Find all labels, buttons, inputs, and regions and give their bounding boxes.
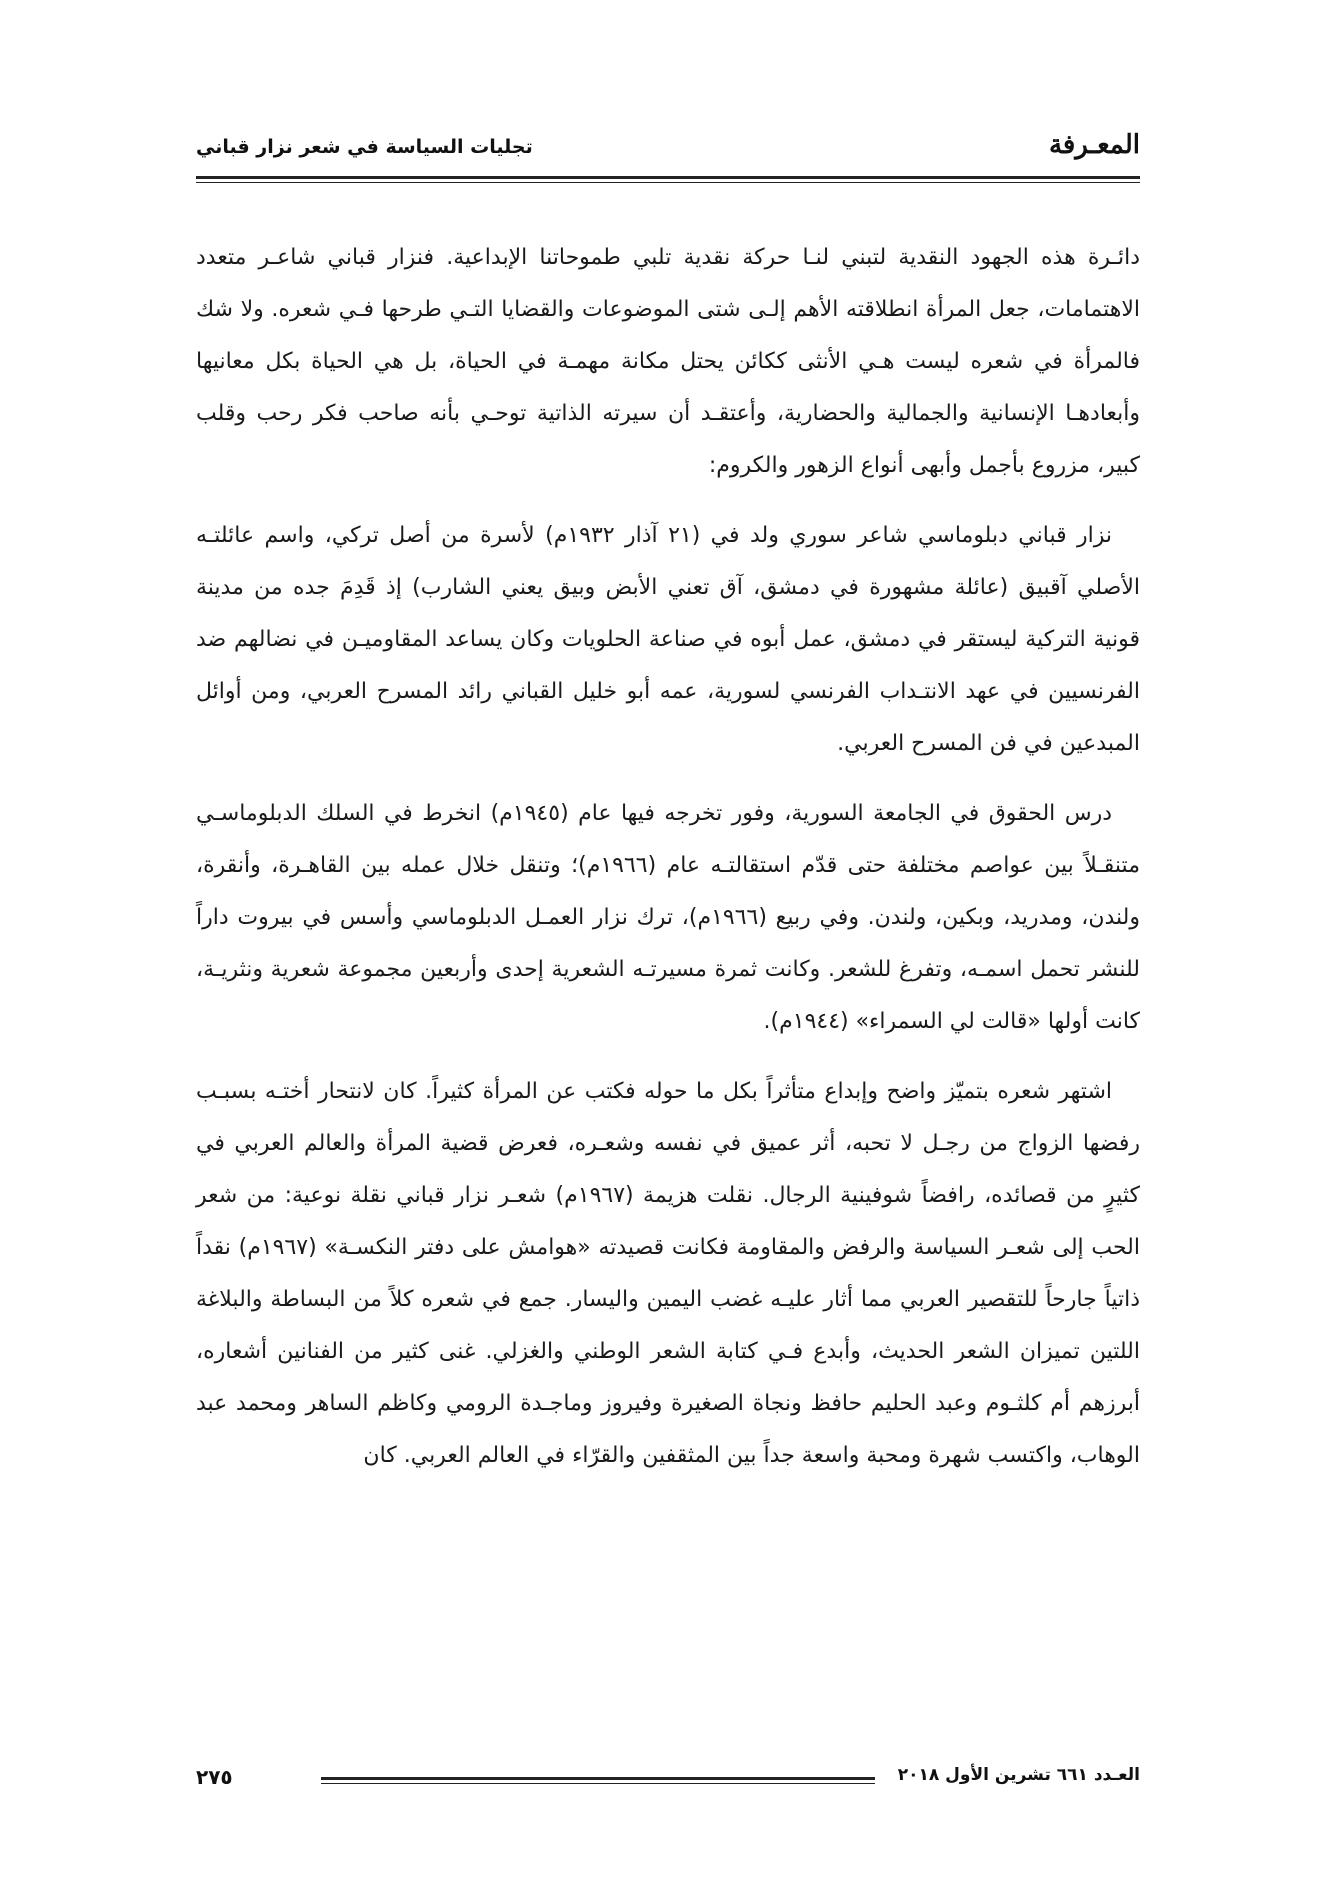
paragraph-3: درس الحقوق في الجامعة السورية، وفور تخرجه فيها عام (١٩٤٥م) انخرط في السلك الدبلوماسـي متنقـلاً بين عواصم مختلفة حتى قدّم استقالتـه عام (١٩٦٦م)؛ وتنقل خلال عمله بين القاهـرة، وأنقرة، ولندن، ومدريد، وبكين، ولندن. وفي ربيع (١٩٦٦م)، ترك نزار العمـل الدبلوماسي وأسس في بيروت داراً للنشر تحمل اسمـه، وتفرغ للشعر. وكانت ثمرة مسيرتـه الشعرية إحدى وأربعين مجموعة شعرية ونثريـة، كانت أولها «قالت لي السمراء» (١٩٤٤م).	[196, 801, 1140, 1034]
footer-rule-thin	[321, 1783, 875, 1784]
article-title: تجليات السياسة في شعر نزار قباني	[196, 136, 533, 158]
paragraph-2: نزار قباني دبلوماسي شاعر سوري ولد في (٢١ آذار ١٩٣٢م) لأسرة من أصل تركي، واسم عائلتـه الأصلي آقبيق (عائلة مشهورة في دمشق، آق تعني الأبض وبيق يعني الشارب) إذ قَدِمَ جده من مدينة قونية التركية ليستقر في دمشق، عمل أبوه في صناعة الحلويات وكان يساعد المقاوميـن في نضالهم ضد الفرنسيين في عهد الانتـداب الفرنسي لسورية، عمه أبو خليل القباني رائد المسرح العربي، ومن أوائل المبدعين في فن المسرح العربي.	[196, 523, 1140, 756]
running-header	[196, 128, 1140, 168]
footer-rule-thick	[321, 1777, 875, 1780]
journal-name: المعـرفة	[1048, 130, 1140, 160]
paragraph-1: دائـرة هذه الجهود النقدية لتبني لنـا حركة نقدية تلبي طموحاتنا الإبداعية. فنزار قباني شاعـر متعدد الاهتمامات، جعل المرأة انطلاقته الأهم إلـى شتى الموضوعات والقضايا التـي طرحها فـي شعره. ولا شك فالمرأة في شعره ليست هـي الأنثى ككائن يحتل مكانة مهمـة في الحياة، بل هي الحياة بكل معانيها وأبعادهـا الإنسانية والجمالية والحضارية، وأعتقـد أن سيرته الذاتية توحـي بأنه صاحب فكر رحب وقلب كبير، مزروع بأجمل وأبهى أنواع الزهور والكروم:	[196, 245, 1140, 478]
paragraph-4: اشتهر شعره بتميّز واضح وإبداع متأثراً بكل ما حوله فكتب عن المرأة كثيراً. كان لانتحار أختـه بسبـب رفضها الزواج من رجـل لا تحبه، أثر عميق في نفسه وشعـره، فعرض قضية المرأة والعالم العربي في كثيرٍ من قصائده، رافضاً شوفينية الرجال. نقلت هزيمة (١٩٦٧م) شعـر نزار قباني نقلة نوعية: من شعر الحب إلى شعـر السياسة والرفض والمقاومة فكانت قصيدته «هوامش على دفتر النكسـة» (١٩٦٧م) نقداً ذاتياً جارحاً للتقصير العربي مما أثار عليـه غضب اليمين واليسار. جمع في شعره كلاً من البساطة والبلاغة اللتين تميزان الشعر الحديث، وأبدع فـي كتابة الشعر الوطني والغزلي. غنى كثير من الفنانين أشعاره، أبرزهم أم كلثـوم وعبد الحليم حافظ ونجاة الصغيرة وفيروز وماجـدة الرومي وكاظم الساهر ومحمد عبد الوهاب، واكتسب شهرة ومحبة واسعة جداً بين المثقفين والقرّاء في العالم العربي. كان	[196, 1079, 1140, 1468]
page-number: ٢٧٥	[196, 1765, 233, 1789]
issue-label: العـدد ٦٦١ تشرين الأول ٢٠١٨	[897, 1765, 1140, 1785]
article-body	[196, 232, 1140, 1500]
page-footer	[196, 1765, 1140, 1795]
header-rule-thick	[196, 176, 1140, 179]
header-rule-thin	[196, 182, 1140, 183]
